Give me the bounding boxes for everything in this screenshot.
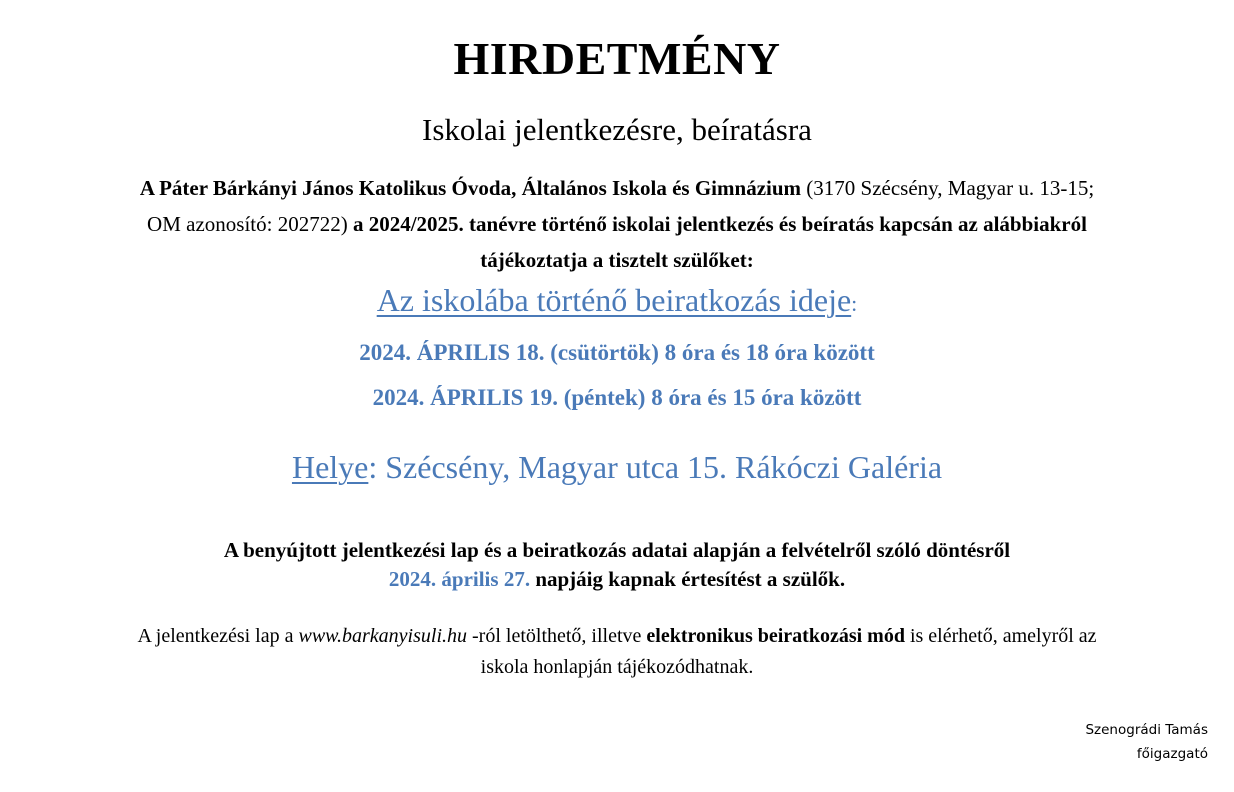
- intro-line-3: tájékoztatja a tisztelt szülőket:: [480, 248, 754, 272]
- signatory-name: Szenográdi Tamás: [1085, 722, 1208, 738]
- page-subtitle: Iskolai jelentkezésre, beíratásra: [422, 112, 812, 147]
- notice-line-2-rest: napjáig kapnak értesítést a szülők.: [530, 567, 846, 591]
- info-line-2: iskola honlapján tájékozódhatnak.: [480, 656, 754, 678]
- enrollment-date-1: 2024. ÁPRILIS 18. (csütörtök) 8 óra és 18 óra között: [359, 340, 875, 365]
- om-label: OM azonosító:: [147, 212, 273, 236]
- intro-line-2: [0, 206, 1234, 242]
- info-text-2: -ról letölthető, illetve: [467, 625, 647, 647]
- application-info: [0, 621, 1234, 683]
- intro-line-2-rest: a 2024/2025. tanévre történő iskolai jelentkezés és beíratás kapcsán az alábbiakról: [352, 212, 1087, 236]
- enrollment-place: [0, 449, 1234, 486]
- intro-line-1: [0, 170, 1234, 206]
- notice-line-1: A benyújtott jelentkezési lap és a beiratkozás adatai alapján a felvételről szóló döntésről: [223, 538, 1011, 562]
- place-label: Helye: [291, 449, 369, 485]
- place-value: : Szécsény, Magyar utca 15. Rákóczi Galéria: [368, 449, 943, 485]
- intro-paragraph: [0, 170, 1234, 278]
- signature-block: [1085, 718, 1208, 766]
- notice-line-2: [0, 565, 1234, 594]
- enrollment-heading: [0, 282, 1234, 319]
- school-name: A Páter Bárkányi János Katolikus Óvoda, Általános Iskola és Gimnázium: [139, 176, 802, 200]
- website-link[interactable]: www.barkanyisuli.hu: [298, 625, 468, 647]
- notice-date: 2024. április 27.: [388, 567, 531, 591]
- decision-notice: [0, 536, 1234, 594]
- info-line-1: [0, 621, 1234, 652]
- page-title: HIRDETMÉNY: [453, 33, 781, 84]
- enrollment-heading-text: Az iskolába történő beiratkozás ideje: [376, 282, 852, 318]
- enrollment-date-2: 2024. ÁPRILIS 19. (péntek) 8 óra és 15 óra között: [372, 385, 862, 410]
- signatory-position: főigazgató: [1136, 746, 1208, 762]
- om-value: 202722): [277, 212, 348, 236]
- enrollment-heading-colon: :: [851, 291, 858, 316]
- school-address: (3170 Szécsény, Magyar u. 13-15;: [806, 176, 1095, 200]
- electronic-enrollment-text: elektronikus beiratkozási mód: [646, 625, 905, 647]
- info-text-1: A jelentkezési lap a: [137, 625, 299, 647]
- info-text-3: is elérhető, amelyről az: [904, 625, 1097, 647]
